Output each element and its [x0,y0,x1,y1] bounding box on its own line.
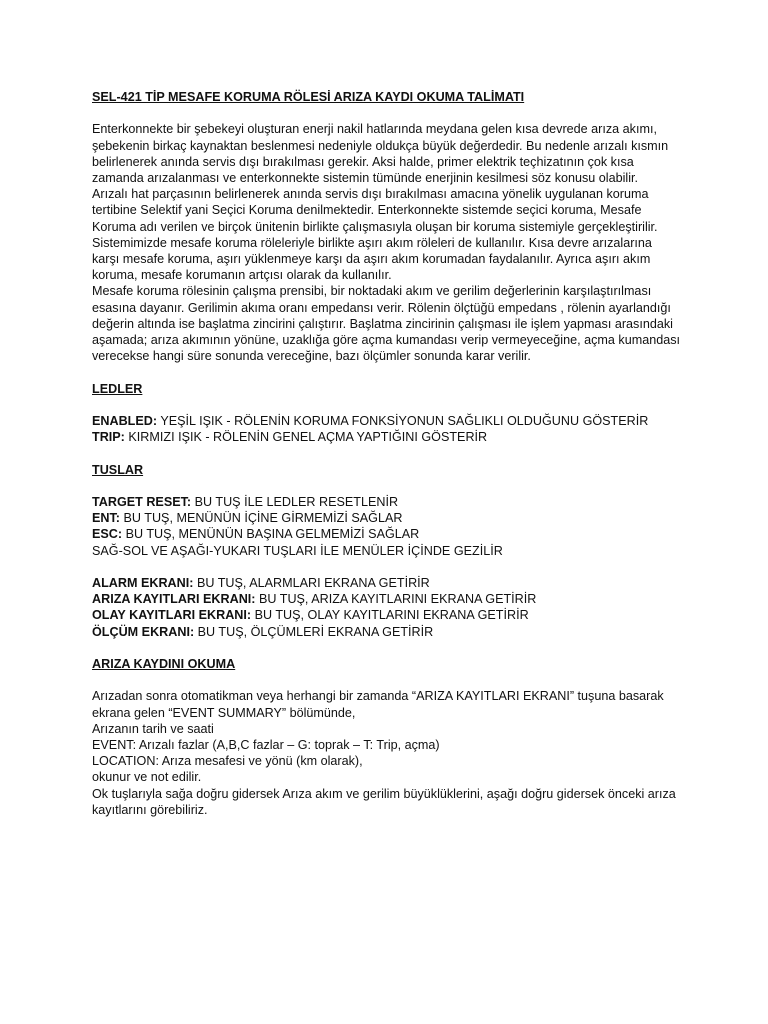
key-item-arrows [92,543,682,559]
intro-paragraph-4: Mesafe koruma rölesinin çalışma prensibi, bir noktadaki akım ve gerilim değerlerinin karşılaştırılması esasına dayanır. Gerilimin akıma oranı empedansı verir. Rölenin ölçtüğü empedans , rölenin ayarlandığı değerin altında ise başlatma zincirini çalıştırır. Başlatma zincirinin çalışması ile işlem yapması arasındaki aşamada; arıza akımının yönüne, uzaklığa göre açma kumandası verip vermeyeceğine, açma kumandası verecekse hangi süre sonunda vereceğine, bazı ölçümler sonunda karar verilir. [92,284,681,364]
key-label: OLAY KAYITLARI EKRANI: [92,608,252,623]
key-item-esc [92,526,682,542]
spacer [92,640,682,656]
intro-paragraph-3: Sistemimizde mesafe koruma röleleriyle birlikte aşırı akım röleleri de kullanılır. Kısa devre arızalarına karşı mesafe koruma, aşırı yüklenmeye karşı da aşırı akım korumadan faydalanılır. Ayrıca aşırı akım koruma, mesafe korumanın artçısı olarak da kullanılır. [92,235,652,283]
key-desc: BU TUŞ, ARIZA KAYITLARINI EKRANA GETİRİR [255,592,537,607]
spacer [92,397,682,413]
key-desc: BU TUŞ, OLAY KAYITLARINI EKRANA GETİRİR [251,608,529,623]
key-label: ENT: [92,511,120,526]
key-desc: BU TUŞ, MENÜNÜN İÇİNE GİRMEMİZİ SAĞLAR [120,511,403,526]
reading-line-event: EVENT: Arızalı fazlar (A,B,C fazlar – G: toprak – T: Trip, açma) [92,738,440,752]
reading-line-location: LOCATION: Arıza mesafesi ve yönü (km olarak), [92,754,363,769]
spacer [92,105,682,121]
section-heading-fault-reading: ARIZA KAYDINI OKUMA [92,657,236,671]
led-key: ENABLED: [92,414,158,429]
spacer [92,445,682,461]
key-label: ÖLÇÜM EKRANI: [92,624,195,639]
led-item-enabled [92,413,682,429]
spacer [92,672,682,688]
key-desc: BU TUŞ, ÖLÇÜMLERİ EKRANA GETİRİR [194,624,434,639]
key-label: TARGET RESET: [92,495,192,509]
reading-line-noted: okunur ve not edilir. [92,770,202,785]
key-item-target-reset [92,494,682,510]
document-page [92,89,682,818]
reading-paragraph-1: Arızadan sonra otomatikman veya herhangi bir zamanda “ARIZA KAYITLARI EKRANI” tuşuna basarak ekrana gelen “EVENT SUMMARY” bölümünde, [92,689,664,720]
led-desc: YEŞİL IŞIK - RÖLENİN KORUMA FONKSİYONUN SAĞLIKLI OLDUĞUNU GÖSTERİR [157,414,649,429]
key-label: ESC: [92,527,123,542]
key-desc: SAĞ-SOL VE AŞAĞI-YUKARI TUŞLARI İLE MENÜLER İÇİNDE GEZİLİR [92,543,503,558]
key-label: ARIZA KAYITLARI EKRANI: [92,592,256,607]
intro-paragraph-2: Arızalı hat parçasının belirlenerek anında servis dışı bırakılması amacına yönelik uygulanan koruma tertibine Selektif yani Seçici Koruma denilmektedir. Enterkonnekte sistemde seçici koruma, Mesafe Koruma adı verilen ve birçok ünitenin birlikte çalışmasıyla oluşan bir koruma sistemiyle gerçekleştirilir. [92,187,658,234]
spacer [92,559,682,575]
key-item-ent [92,510,682,526]
key-desc: BU TUŞ, MENÜNÜN BAŞINA GELMEMİZİ SAĞLAR [122,527,420,542]
reading-paragraph-2: Ok tuşlarıyla sağa doğru gidersek Arıza akım ve gerilim büyüklüklerini, aşağı doğru gidersek önceki arıza kayıtlarını görebiliriz. [92,786,676,817]
reading-line-date: Arızanın tarih ve saati [92,721,214,736]
intro-paragraph-1: Enterkonnekte bir şebekeyi oluşturan enerji nakil hatlarında meydana gelen kısa devrede arıza akımı, şebekenin birkaç kaynaktan beslenmesi nedeniyle oldukça büyük değerdedir. Bu nedenle arızalı kısmın belirlenerek anında servis dışı bırakılması gerekir. Aksi halde, primer elektrik teçhizatının çok kısa zamanda arızalanması ve enterkonnekte sistemin tümünde enerjinin kesilmesi söz konusu olabilir. [92,122,669,185]
spacer [92,364,682,380]
key-item-fault-records-screen [92,591,682,607]
led-key: TRIP: [92,430,125,445]
key-item-alarm-screen [92,575,682,591]
key-desc: BU TUŞ İLE LEDLER RESETLENİR [191,495,399,509]
spacer [92,478,682,494]
section-heading-leds: LEDLER [92,381,143,396]
led-desc: KIRMIZI IŞIK - RÖLENİN GENEL AÇMA YAPTIĞINI GÖSTERİR [124,430,488,445]
led-item-trip [92,429,682,445]
document-title: SEL-421 TİP MESAFE KORUMA RÖLESİ ARIZA KAYDI OKUMA TALİMATI [92,90,525,104]
key-desc: BU TUŞ, ALARMLARI EKRANA GETİRİR [193,576,430,590]
key-label: ALARM EKRANI: [92,576,194,590]
key-item-measurement-screen [92,624,682,640]
section-heading-keys: TUSLAR [92,462,144,477]
key-item-event-records-screen [92,607,682,623]
